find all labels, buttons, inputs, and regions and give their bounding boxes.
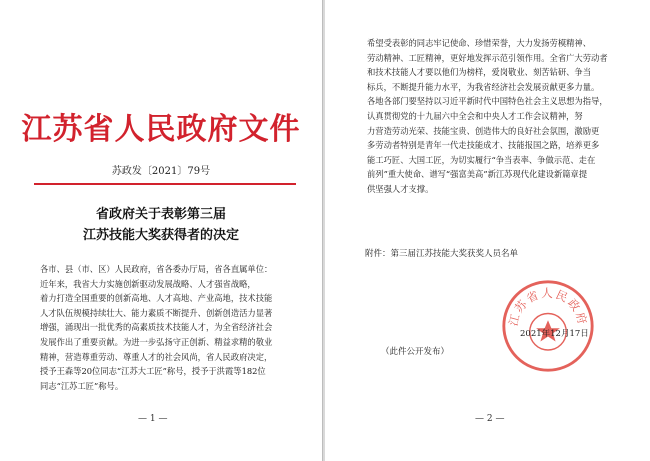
seal-lettering: 江苏省人民政府 <box>505 286 591 328</box>
document-page-2 <box>325 0 650 461</box>
document-title-line-1: 省政府关于表彰第三届 <box>95 207 226 222</box>
body-text-page-1 <box>40 262 272 393</box>
body-line: 着力打造全国重要的创新高地、人才高地、产业高地，技术技能 <box>40 293 273 304</box>
body-line: 供坚强人才支撑。 <box>367 183 434 194</box>
attachment-note: 附件：第三届江苏技能大奖获奖人员名单 <box>365 249 519 259</box>
document-number: 苏政发〔2021〕79号 <box>111 166 211 177</box>
body-line: 同志“江苏工匠”称号。 <box>40 380 124 391</box>
body-line: 各市、县（市、区）人民政府，省各委办厅局，省各直属单位： <box>40 264 273 274</box>
document-masthead: 江苏省人民政府文件 <box>21 112 301 147</box>
red-separator-line <box>34 183 296 185</box>
issue-date: 2021年12月17日 <box>520 329 589 339</box>
body-line: 认真贯彻党的十九届六中全会和中央人才工作会议精神，努 <box>367 110 583 121</box>
body-line: 发展作出了重要贡献。为进一步弘扬守正创新、精益求精的敬业 <box>40 336 273 347</box>
official-seal-icon <box>500 278 596 374</box>
public-release-note: （此件公开发布） <box>381 347 450 357</box>
body-line: 近年来，我省大力实施创新驱动发展战略、人才强省战略， <box>40 278 256 289</box>
body-line: 和技术技能人才要以他们为榜样，爱岗敬业、刻苦钻研、争当 <box>367 67 592 78</box>
body-line: 人才队伍规模持续壮大、能力素质不断提升、创新创造活力显著 <box>40 307 273 318</box>
body-line: 劳动精神、工匠精神，更好地发挥示范引领作用。全省广大劳动者 <box>367 52 608 63</box>
body-line: 能工巧匠、大国工匠，为切实履行“争当表率、争做示范、走在 <box>367 154 596 165</box>
body-line: 希望受表彰的同志牢记使命、珍惜荣誉，大力发扬劳模精神、 <box>367 38 592 48</box>
body-line: 精神，营造尊重劳动、尊重人才的社会风尚，省人民政府决定， <box>40 351 273 362</box>
document-title-line-2: 江苏技能大奖获得者的决定 <box>82 228 239 243</box>
body-line: 标兵，不断提升能力水平，为我省经济社会发展贡献更多力量。 <box>367 81 600 92</box>
body-line: 前列”重大使命、谱写“强富美高”新江苏现代化建设新篇章提 <box>367 169 588 180</box>
body-line: 各地各部门要坚持以习近平新时代中国特色社会主义思想为指导， <box>367 96 608 107</box>
body-line: 增强，涌现出一批优秀的高素质技术技能人才，为全省经济社会 <box>40 322 273 333</box>
document-page-1 <box>0 0 323 461</box>
body-line: 多劳动者特别是青年一代走技能成才、技能报国之路，培养更多 <box>367 140 600 151</box>
body-line: 授予王森等20位同志“江苏大工匠”称号，授予于洪霞等182位 <box>40 366 266 377</box>
body-line: 力营造劳动光荣、技能宝贵、创造伟大的良好社会氛围，激励更 <box>367 125 600 136</box>
page-number: — 1 — <box>138 414 168 424</box>
page-number: — 2 — <box>475 414 505 424</box>
body-text-page-2 <box>367 36 608 197</box>
